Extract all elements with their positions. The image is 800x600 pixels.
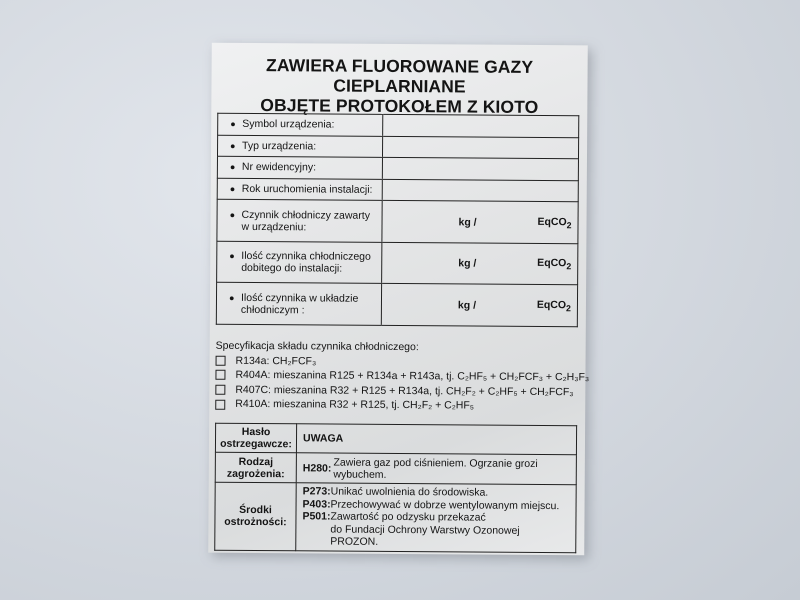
unit-kg: kg / (458, 257, 477, 270)
bullet-icon: ● (230, 140, 236, 151)
spec-item-r404a: R404A: mieszanina R125 + R134a + R143a, tj. C₂HF₅ + CH₂FCF₃ + C₂H₃F₃ (215, 368, 577, 385)
field-value-registry-number (382, 158, 578, 181)
spec-item-r410a: R410A: mieszanina R32 + R125, tj. CH₂F₂ + C₂HF₅ (215, 397, 577, 414)
spec-item-r134a: R134a: CH₂FCF₃ (216, 353, 578, 370)
precautions-label: Środki ostrożności: (215, 482, 296, 550)
precaution-p501: P501: Zawartość po odzysku przekazać (302, 510, 486, 524)
field-label-refrigerant-contained: Czynnik chłodniczy zawarty (241, 208, 371, 222)
field-value-install-year (382, 179, 578, 202)
hazard-table (214, 423, 577, 553)
table-row (217, 178, 578, 202)
table-row (215, 482, 576, 552)
field-label-symbol: Symbol urządzenia: (242, 118, 335, 131)
checkbox-icon (215, 370, 225, 380)
checkbox-icon (215, 385, 225, 395)
label-title (211, 55, 587, 118)
checkbox-icon (215, 399, 225, 409)
unit-eqco2: EqCO$_2$ (536, 298, 571, 313)
fgas-label-plate (208, 43, 588, 556)
table-row (218, 113, 579, 137)
hazard-type-label: Rodzaj zagrożenia: (215, 452, 296, 483)
checkbox-icon (216, 356, 226, 366)
bullet-icon: ● (229, 250, 235, 262)
field-value-refrigerant-added (382, 242, 578, 285)
signal-word-label: Hasło ostrzegawcze: (215, 423, 296, 453)
field-value-symbol (383, 114, 579, 137)
unit-kg: kg / (457, 299, 477, 312)
bullet-icon: ● (229, 162, 236, 173)
table-row: ● Ilość czynnika w układzie chłodniczym : kg / EqCO$_2$ (216, 283, 577, 327)
precaution-p501-continued: do Fundacji Ochrony Warstwy Ozonowej PROZON. (330, 523, 520, 548)
field-value-refrigerant-in-system (381, 284, 577, 327)
field-label-refrigerant-added: Ilość czynnika chłodniczego (241, 250, 371, 263)
precaution-p403: P403: Przechowywać w dobrze wentylowanym miejscu. (302, 497, 560, 512)
unit-eqco2: EqCO$_2$ (537, 257, 572, 272)
precaution-p273: P273: Unikać uwolnienia do środowiska. (302, 485, 489, 499)
table-row (215, 452, 576, 485)
field-label-registry-number: Nr ewidencyjny: (241, 161, 317, 174)
table-row (215, 423, 576, 455)
hazard-code: H280: (302, 461, 332, 475)
table-row: ● Czynnik chłodniczy zawarty w urządzeniu: kg / EqCO$_2$ (217, 200, 578, 244)
title-line-1: ZAWIERA FLUOROWANE GAZY CIEPLARNIANE (266, 55, 534, 97)
bullet-icon: ● (230, 119, 236, 130)
field-label-refrigerant-in-system: Ilość czynnika w układzie (240, 291, 359, 305)
field-value-refrigerant-contained (382, 201, 578, 244)
table-row: ● Ilość czynnika chłodniczego dobitego do instalacji: kg / EqCO$_2$ (217, 241, 578, 285)
field-label-type: Typ urządzenia: (242, 139, 317, 153)
bullet-icon: ● (229, 183, 236, 194)
bullet-icon: ● (228, 292, 235, 303)
spec-item-r407c: R407C: mieszanina R32 + R125 + R134a, tj. CH₂F₂ + C₂HF₅ + CH₂FCF₃ (215, 383, 577, 400)
signal-word-value: UWAGA (302, 432, 344, 445)
refrigerant-specification (215, 339, 590, 414)
unit-eqco2: EqCO$_2$ (537, 215, 572, 230)
table-row (217, 135, 578, 159)
spec-heading: Specyfikacja składu czynnika chłodniczego: (215, 339, 419, 354)
unit-kg: kg / (458, 216, 477, 229)
table-row (217, 156, 578, 180)
bullet-icon: ● (229, 209, 236, 220)
field-label-install-year: Rok uruchomienia instalacji: (241, 182, 373, 196)
title-line-2: OBJĘTE PROTOKOŁEM Z KIOTO (260, 95, 539, 117)
field-value-type (382, 136, 578, 159)
hazard-statement: Zawiera gaz pod ciśnieniem. Ogrzanie grozi wybuchem. (333, 456, 538, 481)
equipment-info-table (216, 113, 579, 328)
